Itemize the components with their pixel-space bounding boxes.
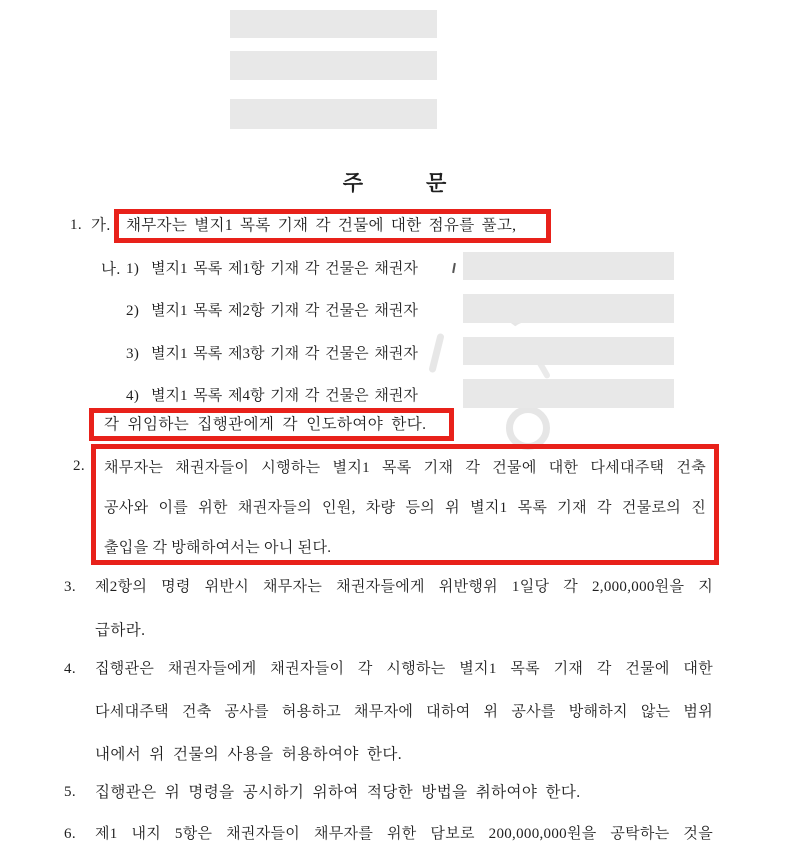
item4-line: 내에서 위 건물의 사용을 허용하여야 한다. <box>95 746 402 763</box>
na-line-number: 4) <box>126 388 140 404</box>
item2-line: 채무자는 채권자들이 시행하는 별지1 목록 기재 각 건물에 대한 다세대주택 건축 <box>104 460 706 476</box>
na-line-number: 3) <box>126 346 140 362</box>
item5-text: 집행관은 위 명령을 공시하기 위하여 적당한 방법을 취하여야 한다. <box>95 784 581 801</box>
item2-line: 공사와 이를 위한 채권자들의 인원, 차량 등의 위 별지1 목록 기재 각 건물로의 진 <box>104 500 706 516</box>
na-line-number: 1) <box>126 261 140 277</box>
creditor-name-redaction <box>463 379 674 408</box>
item1-ga-text: 채무자는 별지1 목록 기재 각 건물에 대한 점유를 풀고, <box>126 217 517 234</box>
item4-line: 집행관은 채권자들에게 채권자들이 각 시행하는 별지1 목록 기재 각 건물에 대한 <box>95 661 713 677</box>
na-line-text: 별지1 목록 제3항 기재 각 건물은 채권자 <box>151 346 418 362</box>
na-line-text: 별지1 목록 제2항 기재 각 건물은 채권자 <box>151 303 418 319</box>
partial-redacted-character <box>452 263 456 273</box>
item3-line: 급하라. <box>95 622 146 639</box>
title-char: 주 <box>342 171 364 195</box>
header-redaction-box <box>230 99 437 129</box>
na-line-text: 별지1 목록 제1항 기재 각 건물은 채권자 <box>151 261 418 277</box>
page-title <box>0 167 790 197</box>
item2-number: 2. <box>73 458 86 474</box>
item2-line: 출입을 각 방해하여서는 아니 된다. <box>104 540 332 556</box>
item1-na-label: 나. <box>101 261 121 278</box>
header-redaction-box <box>230 51 437 80</box>
item6-line: 제1 내지 5항은 채권자들이 채무자를 위한 담보로 200,000,000원을 공탁하는 것을 <box>95 826 713 842</box>
creditor-name-redaction <box>463 252 674 280</box>
title-char: 문 <box>426 171 448 195</box>
item3-line: 제2항의 명령 위반시 채무자는 채권자들에게 위반행위 1일당 각 2,000,000원을 지 <box>95 579 713 595</box>
creditor-name-redaction <box>463 294 674 323</box>
item1-number: 1. <box>70 217 83 233</box>
item4-line: 다세대주택 건축 공사를 허용하고 채무자에 대하여 위 공사를 방해하지 않는 범위 <box>95 704 713 720</box>
highlight-box-delivery <box>89 408 454 441</box>
highlight-box-possession <box>114 209 551 243</box>
na-line-number: 2) <box>126 303 140 319</box>
na-line-text: 별지1 목록 제4항 기재 각 건물은 채권자 <box>151 388 418 404</box>
item3-number: 3. <box>64 579 77 595</box>
highlight-box-no-obstruction <box>91 444 719 565</box>
item1-ga-label: 가. <box>91 217 111 234</box>
item5-number: 5. <box>64 784 77 800</box>
creditor-name-redaction <box>463 337 674 365</box>
item1-delivery-text: 각 위임하는 집행관에게 각 인도하여야 한다. <box>104 416 427 433</box>
header-redaction-box <box>230 10 437 38</box>
watermark-stroke <box>428 333 444 374</box>
item6-number: 6. <box>64 826 77 842</box>
item4-number: 4. <box>64 661 77 677</box>
